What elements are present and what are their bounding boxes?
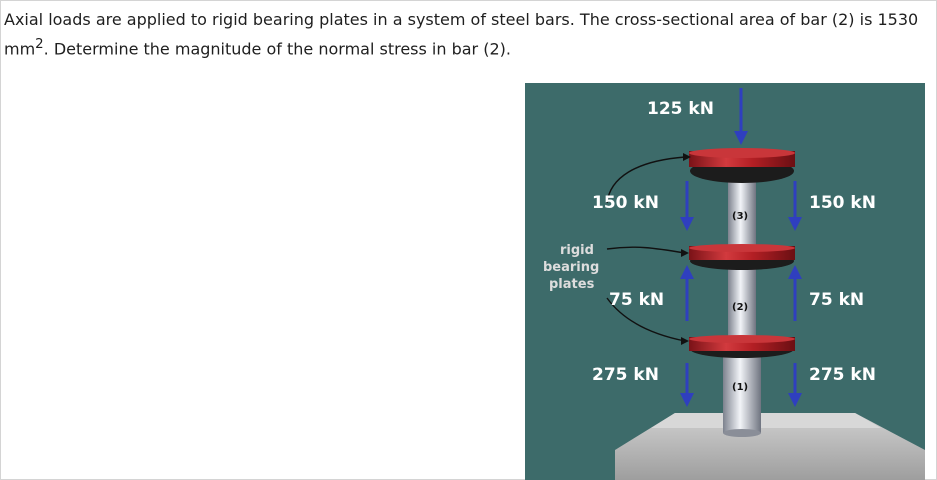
load-label-top: 125 kN bbox=[647, 99, 714, 119]
bar-label-2: (2) bbox=[732, 302, 749, 313]
bar-label-3: (3) bbox=[732, 211, 749, 222]
base-top bbox=[651, 413, 881, 428]
load-label-upper-left: 150 kN bbox=[592, 193, 659, 213]
bar-label-1: (1) bbox=[732, 382, 749, 393]
load-label-lower-left: 275 kN bbox=[592, 365, 659, 385]
plate-note-line-3: plates bbox=[549, 277, 595, 292]
plate-note-line-2: bearing bbox=[543, 260, 600, 275]
problem-text-end: . Determine the magnitude of the normal stress in bar (2). bbox=[43, 39, 511, 59]
load-label-middle-right: 75 kN bbox=[809, 290, 865, 310]
middle-plate-face bbox=[689, 244, 795, 252]
problem-text: Axial loads are applied to rigid bearing plates in a system of steel bars. The cross-sectional area of bar (2) is 1530 mm bbox=[4, 10, 919, 59]
load-label-middle-left: 75 kN bbox=[609, 290, 665, 310]
load-label-lower-right: 275 kN bbox=[809, 365, 876, 385]
bottom-plate-face bbox=[689, 335, 795, 343]
bar-1-foot bbox=[723, 429, 761, 437]
top-plate-face bbox=[689, 148, 795, 158]
plate-note-line-1: rigid bbox=[560, 243, 594, 258]
area-unit-exponent: 2 bbox=[35, 37, 44, 52]
bar-system-figure bbox=[525, 83, 925, 480]
load-label-upper-right: 150 kN bbox=[809, 193, 876, 213]
figure-svg bbox=[525, 83, 925, 480]
problem-statement bbox=[4, 7, 929, 61]
